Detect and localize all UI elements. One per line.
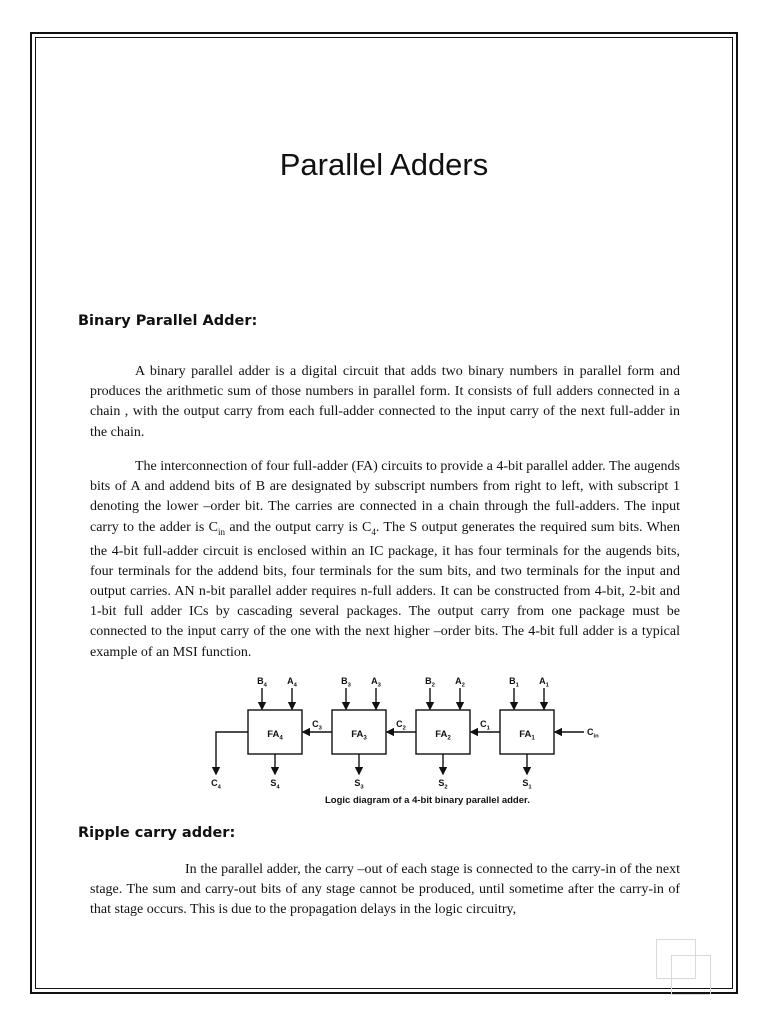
input-b-label: $B_1$ (509, 676, 519, 689)
section-heading-ripple-carry-adder: Ripple carry adder: (78, 825, 236, 841)
carry-label: $C_3$ (312, 719, 322, 732)
sum-output-label: $S_3$ (354, 778, 364, 791)
input-b-label: $B_3$ (341, 676, 351, 689)
sum-output-label: $S_4$ (270, 778, 280, 791)
input-a-label: $A_4$ (287, 676, 297, 689)
paragraph-ripple-carry: In the parallel adder, the carry –out of each stage is connected to the carry-in of the next stage. The sum and carry-out bits of any stage cannot be produced, until sometime after the carry-in of that stage occurs. This is due to the propagation delays in the logic circuitry, (90, 862, 680, 918)
page-curl-decoration (671, 955, 711, 995)
input-a-label: $A_3$ (371, 676, 381, 689)
full-adder-label: $FA_2$ (435, 729, 451, 742)
paragraph-interconnection (90, 457, 680, 663)
full-adder-label: $FA_1$ (519, 729, 535, 742)
carry-in-label: $C_{in}$ (587, 727, 599, 740)
sum-output-label: $S_2$ (438, 778, 448, 791)
diagram-caption: Logic diagram of a 4-bit binary parallel adder. (325, 795, 530, 806)
carry-label: $C_2$ (396, 719, 406, 732)
logic-diagram (200, 672, 620, 812)
subscript: in (218, 526, 226, 537)
subscript: 4 (371, 526, 376, 537)
input-a-label: $A_1$ (539, 676, 549, 689)
paragraph-text: The interconnection of four full-adder (FA) circuits to provide a 4-bit parallel adder. The augends bits of A and addend bits of B are designated by subscript numbers from right to left, with subscript 1 denoting the lower –order bit. The carries are connected in a chain through the full-adders. The input carry to the adder is C (90, 459, 680, 535)
carry-out-line (216, 732, 248, 774)
page-title: Parallel Adders (279, 147, 489, 182)
full-adder-label: $FA_3$ (351, 729, 367, 742)
paragraph-text: and the output carry is C (225, 519, 372, 535)
full-adder-label: $FA_4$ (267, 729, 283, 742)
input-b-label: $B_2$ (425, 676, 435, 689)
input-b-label: $B_4$ (257, 676, 267, 689)
carry-label: $C_1$ (480, 719, 490, 732)
paragraph-intro: A binary parallel adder is a digital circuit that adds two binary numbers in parallel form and produces the arithmetic sum of those numbers in parallel form. It consists of full adders connected in a chain , with the output carry from each full-adder connected to the input carry of the next full-adder in the chain. (90, 364, 680, 440)
sum-output-label: $S_1$ (522, 778, 532, 791)
paragraph-text: . The S output generates the required sum bits. When the 4-bit full-adder circuit is enclosed within an IC package, it has four terminals for the augends bits, four terminals for the addend bits, four terminals for the sum bits, and two terminals for the input and output carries. AN n-bit parallel adder requires n-full adders. It can be constructed from 4-bit, 2-bit and 1-bit full adder ICs by cascading several packages. The output carry from one package must be connected to the input carry of the one with the next higher –order bits. The 4-bit full adder is a typical example of an MSI function. (90, 519, 681, 660)
section-heading-binary-parallel-adder: Binary Parallel Adder: (78, 313, 258, 329)
input-a-label: $A_2$ (455, 676, 465, 689)
carry-out-label: $C_4$ (211, 778, 221, 791)
